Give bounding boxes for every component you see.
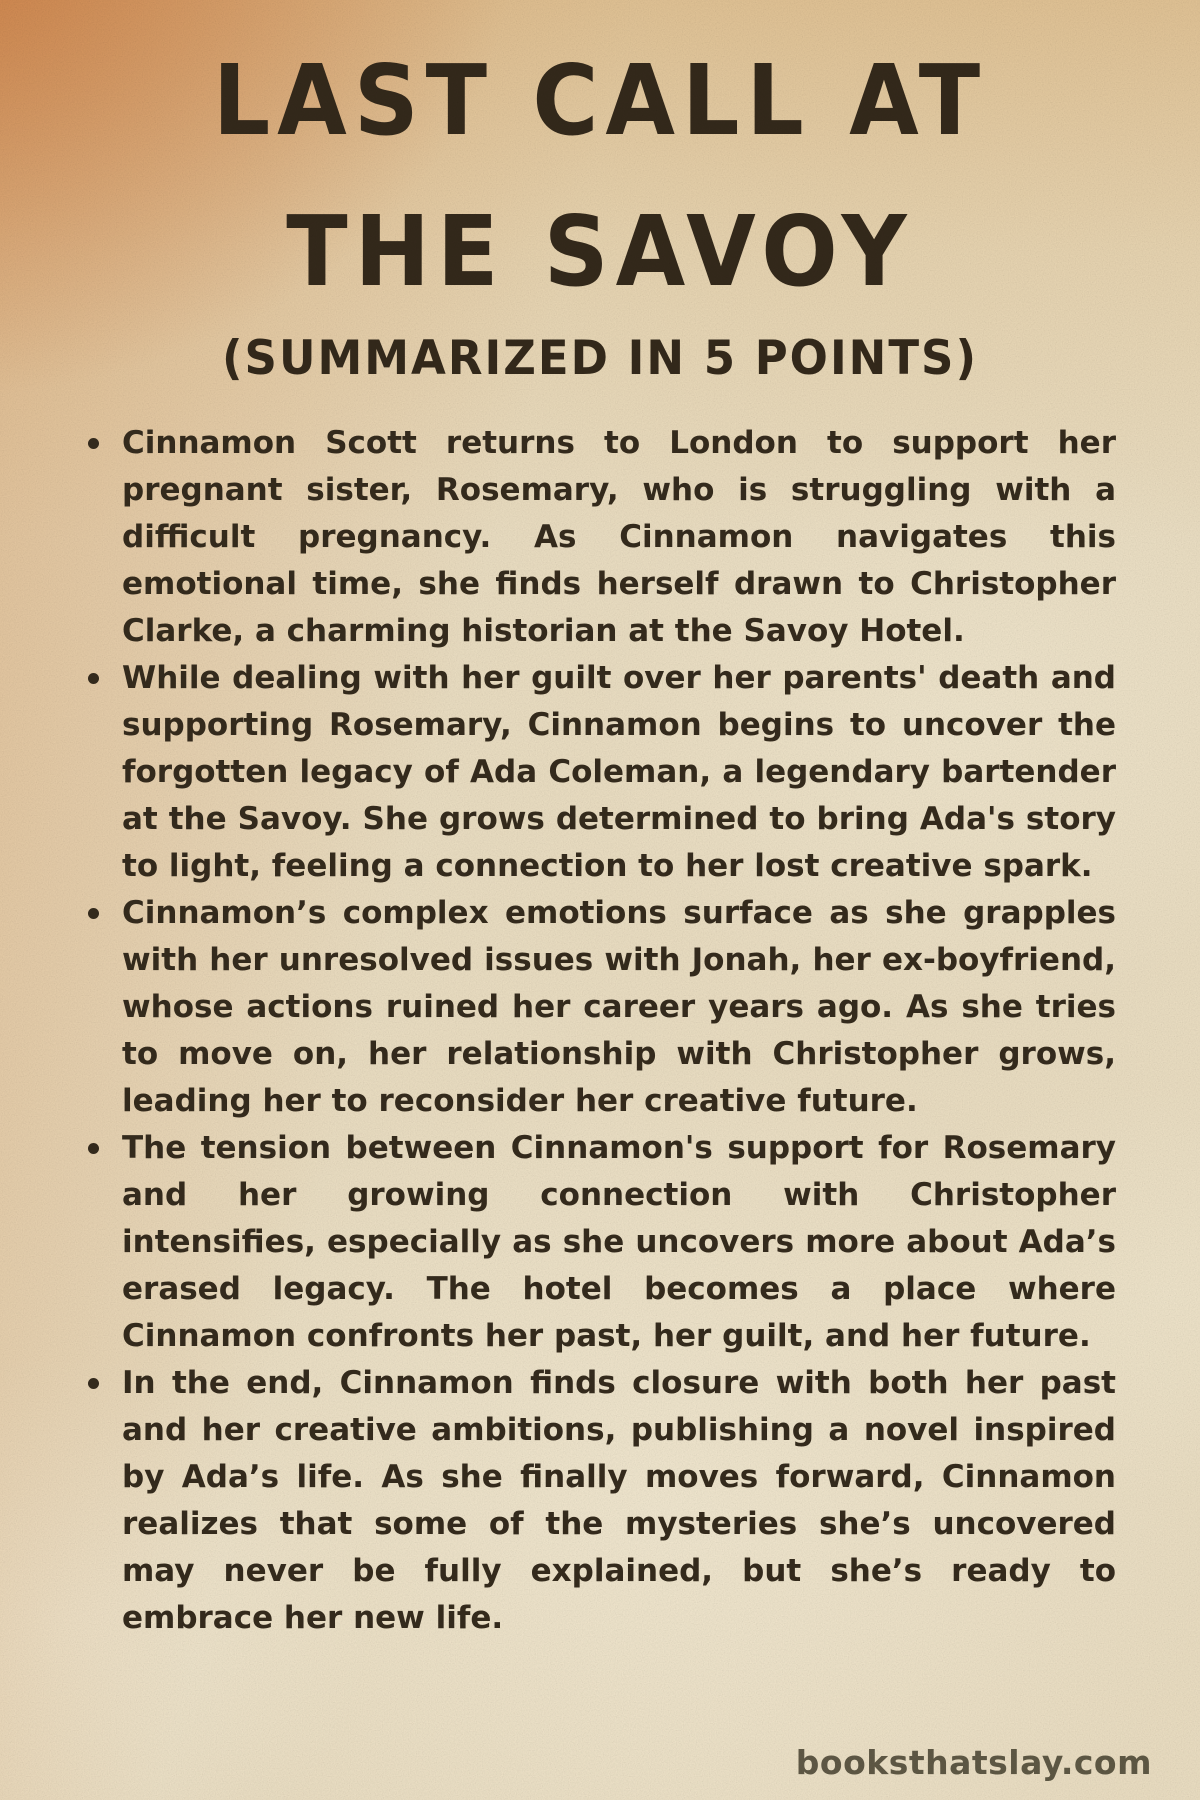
summary-point-4 (84, 1125, 1116, 1360)
summary-point-text: The tension between Cinnamon's support for Rosemary and her growing connection with Christopher intensifies, especially as she uncovers more about Ada’s erased legacy. The hotel becomes a place where Cinnamon confronts her past, her guilt, and her future. (122, 1130, 1116, 1354)
summary-list (84, 420, 1116, 1642)
page-subtitle: (SUMMARIZED IN 5 POINTS) (221, 329, 979, 386)
summary-point-text: While dealing with her guilt over her parents' death and supporting Rosemary, Cinnamon begins to uncover the forgotten legacy of Ada Coleman, a legendary bartender at the Savoy. She grows determined to bring Ada's story to light, feeling a connection to her lost creative spark. (122, 660, 1116, 884)
bullet-icon (88, 673, 99, 684)
watermark-site-name: booksthatslay.com (795, 1743, 1152, 1782)
title-line-2: THE SAVOY (286, 195, 914, 309)
summary-point-2 (84, 655, 1116, 890)
page-title (84, 26, 1116, 328)
bullet-icon (88, 438, 99, 449)
summary-point-text: Cinnamon Scott returns to London to support her pregnant sister, Rosemary, who is struggling with a difficult pregnancy. As Cinnamon navigates this emotional time, she finds herself drawn to Christopher Clarke, a charming historian at the Savoy Hotel. (122, 425, 1116, 649)
summary-point-3 (84, 890, 1116, 1125)
bullet-icon (88, 908, 99, 919)
bullet-icon (88, 1143, 99, 1154)
summary-point-5 (84, 1360, 1116, 1642)
summary-point-text: In the end, Cinnamon finds closure with both her past and her creative ambitions, publishing a novel inspired by Ada’s life. As she finally moves forward, Cinnamon realizes that some of the mysteries she’s uncovered may never be fully explained, but she’s ready to embrace her new life. (122, 1365, 1116, 1636)
title-line-1: LAST CALL AT (212, 44, 988, 158)
summary-point-1 (84, 420, 1116, 655)
summary-point-text: Cinnamon’s complex emotions surface as she grapples with her unresolved issues with Jonah, her ex-boyfriend, whose actions ruined her career years ago. As she tries to move on, her relationship with Christopher grows, leading her to reconsider her creative future. (122, 895, 1116, 1119)
bullet-icon (88, 1378, 99, 1389)
